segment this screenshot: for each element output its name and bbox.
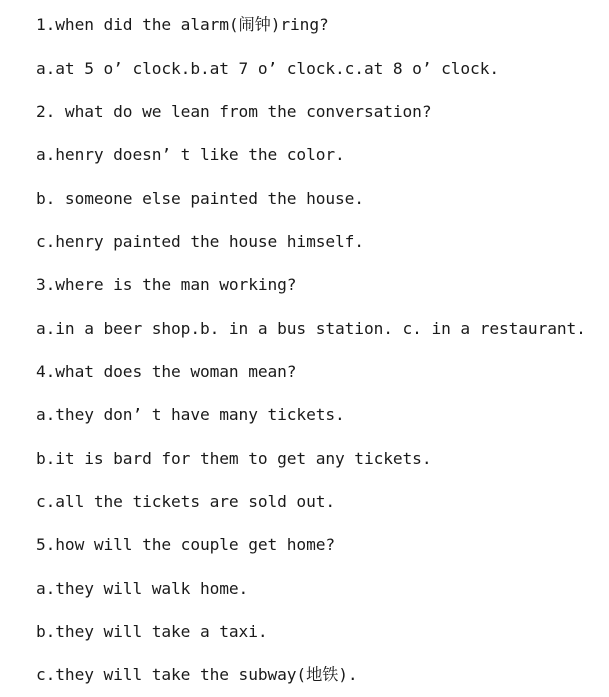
question-2-option-a: a.henry doesn’ t like the color. (36, 145, 345, 164)
question-5-option-b: b.they will take a taxi. (36, 622, 268, 641)
question-2-option-b: b. someone else painted the house. (36, 189, 364, 208)
question-1-options: a.at 5 o’ clock.b.at 7 o’ clock.c.at 8 o’ clock. (36, 59, 499, 78)
question-4-option-c: c.all the tickets are sold out. (36, 492, 336, 511)
question-2-option-c: c.henry painted the house himself. (36, 232, 364, 251)
question-3-options: a.in a beer shop.b. in a bus station. c. in a restaurant. (36, 319, 586, 338)
question-4: 4.what does the woman mean? (36, 362, 297, 381)
question-4-option-b: b.it is bard for them to get any tickets. (36, 449, 432, 468)
question-1: 1.when did the alarm(闹钟)ring? (36, 15, 329, 34)
question-4-option-a: a.they don’ t have many tickets. (36, 405, 345, 424)
question-3: 3.where is the man working? (36, 275, 297, 294)
question-5-option-a: a.they will walk home. (36, 579, 249, 598)
question-5: 5.how will the couple get home? (36, 535, 336, 554)
question-5-option-c: c.they will take the subway(地铁). (36, 665, 358, 684)
question-2: 2. what do we lean from the conversation? (36, 102, 432, 121)
